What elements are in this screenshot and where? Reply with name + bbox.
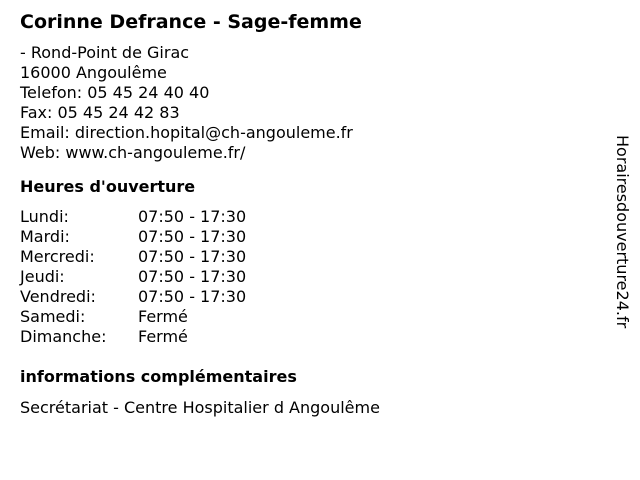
info-heading: informations complémentaires: [20, 367, 297, 386]
hours-row-saturday: [20, 307, 610, 327]
day-label: Jeudi:: [20, 267, 65, 286]
hours-row-friday: [20, 287, 610, 307]
time-value: 07:50 - 17:30: [138, 207, 247, 226]
info-text: Secrétariat - Centre Hospitalier d Angoulême: [20, 398, 380, 417]
fax-line: Fax: 05 45 24 42 83: [20, 103, 180, 122]
hours-row-wednesday: [20, 247, 610, 267]
phone-line: Telefon: 05 45 24 40 40: [20, 83, 210, 102]
day-label: Samedi:: [20, 307, 86, 326]
hours-row-monday: [20, 207, 610, 227]
contact-block: [20, 43, 610, 163]
time-value: 07:50 - 17:30: [138, 227, 247, 246]
hours-row-sunday: [20, 327, 610, 347]
city-line: 16000 Angoulême: [20, 63, 167, 82]
day-label: Lundi:: [20, 207, 69, 226]
business-details: [20, 10, 610, 418]
time-value: Fermé: [138, 327, 188, 346]
email-line: Email: direction.hopital@ch-angouleme.fr: [20, 123, 353, 142]
day-label: Mardi:: [20, 227, 70, 246]
time-value: Fermé: [138, 307, 188, 326]
page-title: Corinne Defrance - Sage-femme: [20, 11, 362, 33]
hours-row-thursday: [20, 267, 610, 287]
site-watermark: Horairesdouverture24.fr: [613, 135, 632, 329]
address-line: - Rond-Point de Girac: [20, 43, 190, 62]
web-line: Web: www.ch-angouleme.fr/: [20, 143, 246, 162]
time-value: 07:50 - 17:30: [138, 287, 247, 306]
hours-row-tuesday: [20, 227, 610, 247]
day-label: Mercredi:: [20, 247, 95, 266]
day-label: Dimanche:: [20, 327, 107, 346]
hours-heading: Heures d'ouverture: [20, 177, 196, 196]
opening-hours-list: [20, 207, 610, 347]
time-value: 07:50 - 17:30: [138, 267, 247, 286]
time-value: 07:50 - 17:30: [138, 247, 247, 266]
day-label: Vendredi:: [20, 287, 96, 306]
